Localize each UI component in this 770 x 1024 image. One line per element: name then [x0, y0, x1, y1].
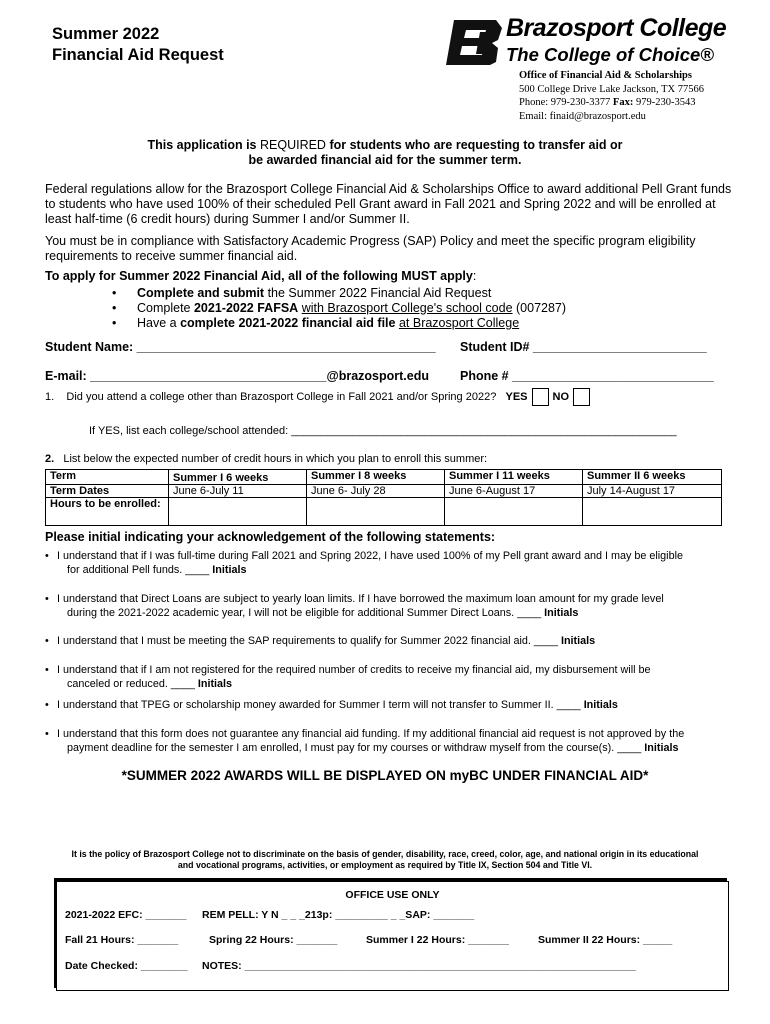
form-title: [52, 24, 224, 66]
req-3-pre: Have a: [137, 316, 181, 330]
table-row: [46, 485, 722, 498]
list-item: • Have a complete 2021-2022 financial aid file at Brazosport College: [112, 316, 520, 330]
office-use-title: OFFICE USE ONLY: [345, 889, 440, 901]
term-summer-i-6wk: Summer I 6 weeks: [169, 470, 307, 485]
nondiscrimination-policy: [40, 849, 730, 871]
yes-label: YES: [505, 390, 528, 403]
table-row: [46, 470, 722, 485]
office-name: Office of Financial Aid & Scholarships: [519, 70, 692, 81]
req-2-rest: (007287): [512, 301, 567, 315]
federal-regulations-paragraph: Federal regulations allow for the Brazosport College Financial Aid & Scholarships Office to award additional Pell Grant funds to students who have used 100% of their scheduled Pell Grant award in Fall 2021 and Spring 2022 and will be enrolled at least half-time (6 credit hours) during Summer I and/or Summer II.: [45, 182, 732, 226]
hours-input-cell[interactable]: [169, 498, 307, 526]
hours-input-cell[interactable]: [307, 498, 445, 526]
office-email: [519, 110, 704, 124]
req-3-bold: complete 2021-2022 financial aid file: [180, 316, 396, 330]
statement-4: • I understand that if I am not registered for the required number of credits to receive my financial aid, my disbursement will be canceled or reduced. ____ Initials: [45, 664, 651, 690]
college-list-field[interactable]: If YES, list each college/school attended: _______________________________________________________________: [89, 425, 677, 437]
initials-field[interactable]: Initials: [583, 699, 618, 711]
logo-college-name: Brazosport College: [506, 14, 727, 42]
email-label: Email:: [519, 110, 547, 122]
req-3-underline: at Brazosport College: [398, 316, 520, 330]
statement-text: I understand that if I am not registered for the required number of credits to receive my financial aid, my disbursement will be: [57, 664, 651, 676]
phone-label: Phone:: [519, 97, 549, 108]
required-notice: [0, 138, 770, 168]
req-1-bold: Complete and submit: [137, 286, 265, 300]
policy-line-2: and vocational programs, activities, or employment as required by Title IX, Section 504 and Title VI.: [177, 860, 593, 870]
statement-3: • I understand that I must be meeting the SAP requirements to qualify for Summer 2022 financial aid. ____ Initials: [45, 635, 596, 647]
rem-pell-field[interactable]: REM PELL: Y N _ _ _213p: _________ _ _SAP: _______: [202, 909, 475, 921]
notes-field[interactable]: NOTES: ___________________________________________________________________: [202, 960, 636, 972]
office-address: 500 College Drive Lake Jackson, TX 77566: [519, 83, 704, 95]
efc-field[interactable]: 2021-2022 EFC: _______: [65, 909, 187, 921]
email-value: finaid@brazosport.edu: [549, 110, 646, 122]
fall-hours-field[interactable]: Fall 21 Hours: _______: [65, 934, 179, 946]
statement-text: canceled or reduced. ____: [67, 678, 198, 690]
awards-notice: *SUMMER 2022 AWARDS WILL BE DISPLAYED ON myBC UNDER FINANCIAL AID*: [121, 768, 649, 783]
req-2-bold: 2021-2022 FAFSA: [193, 301, 299, 315]
spring-hours-field[interactable]: Spring 22 Hours: _______: [209, 934, 338, 946]
date-cell: June 6- July 28: [307, 485, 445, 498]
no-label: NO: [552, 390, 570, 403]
statement-text: I understand that TPEG or scholarship money awarded for Summer I term will not transfer to Summer II. ____: [57, 699, 584, 711]
list-item: • Complete 2021-2022 FAFSA with Brazosport College's school code (007287): [112, 301, 567, 315]
initials-field[interactable]: Initials: [212, 564, 247, 576]
yes-checkbox[interactable]: [532, 388, 549, 406]
apply-heading-colon: :: [472, 269, 477, 283]
required-word: REQUIRED: [259, 138, 326, 152]
phone-value: 979-230-3377: [550, 97, 611, 108]
policy-line-1: It is the policy of Brazosport College not to discriminate on the basis of gender, disability, race, creed, color, age, and national origin in its educational: [71, 849, 699, 859]
date-cell: June 6-July 11: [169, 485, 307, 498]
title-line-1: Summer 2022: [52, 25, 160, 43]
req-1-rest: the Summer 2022 Financial Aid Request: [264, 286, 492, 300]
statement-text: I understand that this form does not guarantee any financial aid funding. If my additional financial aid request is not approved by the: [57, 728, 685, 740]
office-contact-block: [519, 69, 704, 123]
q2-number: 2.: [45, 453, 55, 465]
row-label-term: Term: [46, 470, 169, 485]
statement-text: payment deadline for the semester I am enrolled, I must pay for my courses or withdraw myself from the course(s). ____: [67, 742, 645, 754]
acknowledgement-heading: Please initial indicating your acknowledgement of the following statements:: [45, 530, 496, 544]
phone-field[interactable]: Phone # _____________________________: [460, 369, 714, 383]
fax-value: 979-230-3543: [635, 97, 696, 108]
logo-tagline: The College of Choice®: [506, 44, 714, 65]
q2-text: List below the expected number of credit hours in which you plan to enroll this summer:: [63, 453, 488, 465]
statement-text: I understand that if I was full-time during Fall 2021 and Spring 2022, I have used 100% of my Pell grant award and I may be eligible: [57, 550, 683, 562]
summer-i-hours-field[interactable]: Summer I 22 Hours: _______: [366, 934, 509, 946]
email-field[interactable]: E-mail: __________________________________@brazosport.edu: [45, 369, 429, 383]
initials-field[interactable]: Initials: [544, 607, 579, 619]
statement-2: • I understand that Direct Loans are subject to yearly loan limits. If I have borrowed the maximum loan amount for my grade level during the 2021-2022 academic year, I will not be eligible for additional Summer Direct Loans. ____ Initials: [45, 593, 664, 619]
sap-paragraph: You must be in compliance with Satisfactory Academic Progress (SAP) Policy and meet the specific program eligibility requirements to receive summer financial aid.: [45, 234, 696, 263]
brazosport-b-logo-icon: [446, 18, 504, 66]
date-cell: July 14-August 17: [583, 485, 722, 498]
date-checked-field[interactable]: Date Checked: ________: [65, 960, 188, 972]
term-summer-i-8wk: Summer I 8 weeks: [307, 470, 445, 485]
date-cell: June 6-August 17: [445, 485, 583, 498]
question-1: [45, 388, 594, 406]
q1-number: 1.: [45, 390, 55, 403]
student-id-field[interactable]: Student ID# _________________________: [460, 340, 707, 354]
hours-input-cell[interactable]: [445, 498, 583, 526]
term-summer-i-11wk: Summer I 11 weeks: [445, 470, 583, 485]
statement-text: for additional Pell funds. ____: [67, 564, 213, 576]
office-phone-fax: [519, 96, 704, 110]
hours-input-cell[interactable]: [583, 498, 722, 526]
required-notice-d: be awarded financial aid for the summer term.: [248, 153, 522, 167]
statement-5: • I understand that TPEG or scholarship money awarded for Summer I term will not transfer to Summer II. ____ Initials: [45, 699, 618, 711]
question-2: [45, 453, 487, 465]
required-notice-a: This application is: [147, 138, 260, 152]
statement-text: I understand that I must be meeting the SAP requirements to qualify for Summer 2022 financial aid. ____: [57, 635, 561, 647]
initials-field[interactable]: Initials: [560, 635, 596, 647]
statement-text: during the 2021-2022 academic year, I will not be eligible for additional Summer Direct Loans. ____: [67, 607, 545, 619]
statement-text: I understand that Direct Loans are subject to yearly loan limits. If I have borrowed the maximum loan amount for my grade level: [57, 593, 664, 605]
college-logo: [446, 14, 738, 70]
row-label-term-dates: Term Dates: [46, 485, 169, 498]
statement-6: • I understand that this form does not guarantee any financial aid funding. If my additional financial aid request is not approved by the payment deadline for the semester I am enrolled, I must pay for my courses or withdraw myself from the course(s). ____ Initials: [45, 728, 685, 754]
initials-field[interactable]: Initials: [644, 742, 679, 754]
list-item: • Complete and submit the Summer 2022 Financial Aid Request: [112, 286, 492, 300]
req-2-pre: Complete: [137, 301, 194, 315]
table-row: [46, 498, 722, 526]
requirements-list: [112, 286, 566, 331]
summer-ii-hours-field[interactable]: Summer II 22 Hours: _____: [538, 934, 673, 946]
initials-field[interactable]: Initials: [197, 678, 233, 690]
apply-heading: [45, 269, 476, 284]
credit-hours-table: [45, 469, 722, 526]
required-notice-c: for students who are requesting to transfer aid or: [325, 138, 623, 152]
office-use-box: [56, 881, 729, 991]
apply-heading-text: To apply for Summer 2022 Financial Aid, all of the following MUST apply: [45, 269, 473, 283]
title-line-2: Financial Aid Request: [52, 46, 224, 64]
term-summer-ii-6wk: Summer II 6 weeks: [583, 470, 722, 485]
fax-label: Fax:: [612, 97, 634, 108]
no-checkbox[interactable]: [573, 388, 590, 406]
row-label-hours: Hours to be enrolled:: [46, 498, 169, 526]
statement-1: • I understand that if I was full-time during Fall 2021 and Spring 2022, I have used 100% of my Pell grant award and I may be eligible for additional Pell funds. ____ Initials: [45, 550, 683, 576]
q1-text: Did you attend a college other than Brazosport College in Fall 2021 and/or Spring 2022?: [66, 390, 497, 403]
student-name-field[interactable]: Student Name: ___________________________________________: [45, 340, 436, 354]
req-2-underline: with Brazosport College's school code: [301, 301, 513, 315]
